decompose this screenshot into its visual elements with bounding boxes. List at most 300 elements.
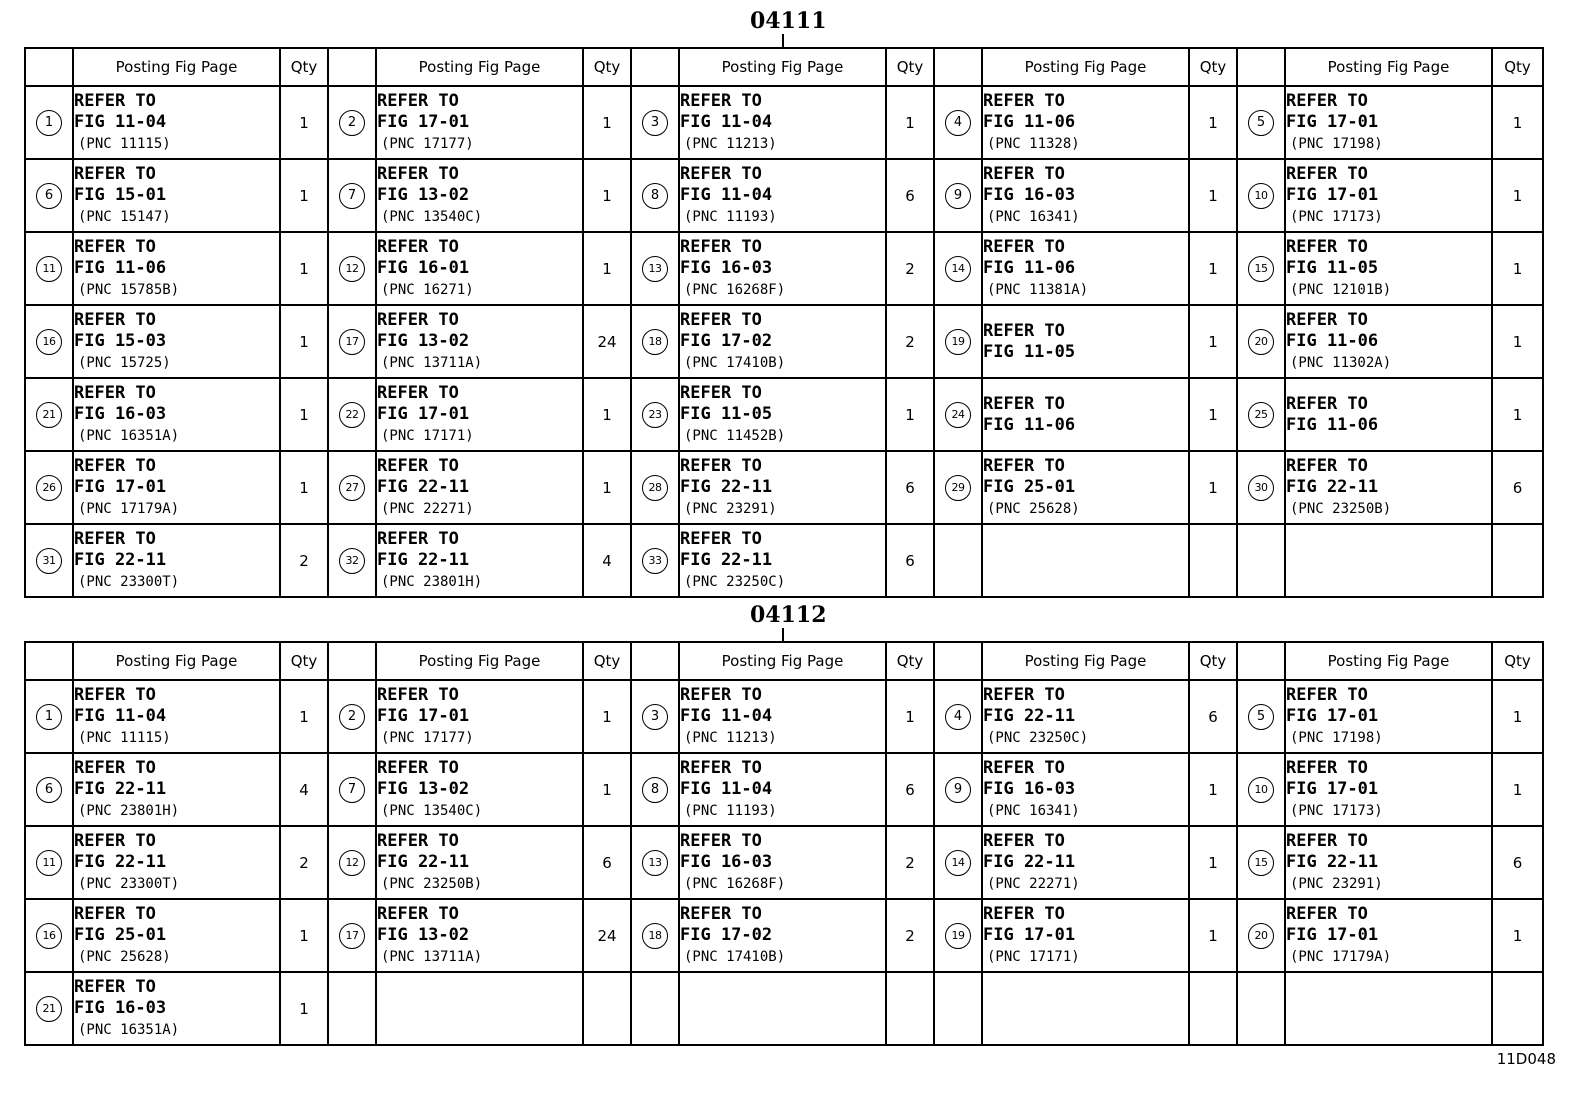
fig-reference: FIG 11-05 (1286, 257, 1379, 278)
fig-reference: FIG 11-06 (983, 257, 1076, 278)
fig-reference: FIG 11-05 (983, 341, 1076, 362)
fig-reference: FIG 25-01 (74, 924, 167, 945)
reference-cell (982, 86, 1189, 159)
reference-cell (376, 826, 583, 899)
refer-to-text: REFER TO (377, 528, 459, 549)
reference-cell (1285, 899, 1492, 972)
quantity-cell: 4 (280, 753, 328, 826)
item-number-cell (25, 826, 73, 899)
pnc-reference: (PNC 23801H) (381, 573, 483, 590)
item-number-cell (631, 826, 679, 899)
callout-number: 4 (945, 110, 971, 136)
fig-reference: FIG 16-01 (377, 257, 470, 278)
refer-to-text: REFER TO (680, 236, 762, 257)
fig-reference: FIG 22-11 (74, 778, 167, 799)
refer-to-text: REFER TO (1286, 455, 1368, 476)
callout-number: 17 (339, 329, 365, 355)
fig-reference: FIG 11-04 (680, 778, 773, 799)
header-blank (1237, 48, 1285, 86)
callout-number: 9 (945, 777, 971, 803)
table-row (25, 86, 1543, 159)
header-qty: Qty (1189, 642, 1237, 680)
fig-reference: FIG 11-06 (983, 414, 1076, 435)
callout-number: 14 (945, 256, 971, 282)
fig-reference: FIG 22-11 (377, 851, 470, 872)
pnc-reference: (PNC 23250B) (381, 875, 483, 892)
pnc-reference: (PNC 16268F) (684, 281, 786, 298)
item-number-cell (1237, 899, 1285, 972)
refer-to-text: REFER TO (377, 90, 459, 111)
section-number: 04112 (750, 602, 827, 628)
item-number-cell (934, 86, 982, 159)
item-number-cell (25, 86, 73, 159)
pnc-reference: (PNC 17410B) (684, 948, 786, 965)
refer-to-text: REFER TO (74, 309, 156, 330)
fig-reference: FIG 16-03 (680, 851, 773, 872)
fig-reference: FIG 16-03 (983, 184, 1076, 205)
refer-to-text: REFER TO (983, 903, 1065, 924)
callout-number: 14 (945, 850, 971, 876)
pnc-reference: (PNC 23291) (1290, 875, 1383, 892)
item-number-cell (934, 826, 982, 899)
item-number-cell (1237, 232, 1285, 305)
fig-reference: FIG 11-06 (74, 257, 167, 278)
quantity-cell: 1 (1492, 159, 1543, 232)
item-number-cell (328, 680, 376, 753)
fig-reference: FIG 16-03 (680, 257, 773, 278)
reference-cell (376, 378, 583, 451)
refer-to-text: REFER TO (1286, 163, 1368, 184)
section-label (24, 6, 1542, 38)
quantity-cell: 24 (583, 899, 631, 972)
item-number-cell (934, 305, 982, 378)
pnc-reference: (PNC 11328) (987, 135, 1080, 152)
reference-cell (679, 899, 886, 972)
header-blank (25, 642, 73, 680)
fig-reference: FIG 22-11 (983, 851, 1076, 872)
fig-reference: FIG 11-06 (1286, 414, 1379, 435)
table-row (25, 305, 1543, 378)
pnc-reference: (PNC 16341) (987, 802, 1080, 819)
fig-reference: FIG 22-11 (1286, 851, 1379, 872)
header-posting-fig-page: Posting Fig Page (982, 48, 1189, 86)
reference-cell (982, 451, 1189, 524)
item-number-cell (934, 378, 982, 451)
quantity-cell: 1 (1492, 753, 1543, 826)
pnc-reference: (PNC 17198) (1290, 729, 1383, 746)
quantity-cell: 1 (1492, 899, 1543, 972)
header-posting-fig-page: Posting Fig Page (679, 642, 886, 680)
callout-number: 17 (339, 923, 365, 949)
refer-to-text: REFER TO (377, 309, 459, 330)
header-posting-fig-page: Posting Fig Page (1285, 48, 1492, 86)
callout-number: 18 (642, 923, 668, 949)
refer-to-text: REFER TO (1286, 830, 1368, 851)
quantity-cell: 6 (1492, 451, 1543, 524)
header-posting-fig-page: Posting Fig Page (679, 48, 886, 86)
callout-number: 33 (642, 548, 668, 574)
header-posting-fig-page: Posting Fig Page (1285, 642, 1492, 680)
refer-to-text: REFER TO (377, 455, 459, 476)
refer-to-text: REFER TO (680, 830, 762, 851)
refer-to-text: REFER TO (74, 903, 156, 924)
callout-number: 31 (36, 548, 62, 574)
header-blank (934, 642, 982, 680)
item-number-cell (328, 232, 376, 305)
item-number-cell (25, 524, 73, 597)
quantity-cell: 4 (583, 524, 631, 597)
refer-to-text: REFER TO (377, 903, 459, 924)
reference-cell (679, 826, 886, 899)
item-number-cell (25, 305, 73, 378)
callout-number: 13 (642, 850, 668, 876)
item-number-cell (934, 899, 982, 972)
table-row (25, 159, 1543, 232)
quantity-cell: 1 (280, 378, 328, 451)
pnc-reference: (PNC 12101B) (1290, 281, 1392, 298)
header-blank (328, 642, 376, 680)
reference-cell (982, 753, 1189, 826)
fig-reference: FIG 11-06 (1286, 330, 1379, 351)
header-row (25, 48, 1543, 86)
reference-cell (679, 524, 886, 597)
refer-to-text: REFER TO (680, 382, 762, 403)
callout-number: 9 (945, 183, 971, 209)
pnc-reference: (PNC 23250C) (684, 573, 786, 590)
callout-number: 20 (1248, 329, 1274, 355)
quantity-cell: 2 (886, 305, 934, 378)
header-qty: Qty (583, 642, 631, 680)
table-row (25, 451, 1543, 524)
callout-number: 1 (36, 704, 62, 730)
quantity-cell: 1 (280, 86, 328, 159)
fig-reference: FIG 22-11 (680, 549, 773, 570)
item-number-cell (631, 524, 679, 597)
quantity-cell: 1 (583, 86, 631, 159)
refer-to-text: REFER TO (377, 684, 459, 705)
reference-cell (679, 86, 886, 159)
item-number-cell (934, 680, 982, 753)
fig-reference: FIG 11-04 (74, 705, 167, 726)
reference-cell (679, 378, 886, 451)
refer-to-text: REFER TO (377, 163, 459, 184)
header-qty: Qty (280, 48, 328, 86)
item-number-cell (631, 451, 679, 524)
leader-line (782, 34, 784, 47)
header-qty: Qty (1492, 642, 1543, 680)
header-qty: Qty (1189, 48, 1237, 86)
callout-number: 18 (642, 329, 668, 355)
item-number-cell (25, 972, 73, 1045)
header-blank (934, 48, 982, 86)
fig-reference: FIG 22-11 (680, 476, 773, 497)
quantity-cell: 2 (886, 826, 934, 899)
reference-cell (376, 451, 583, 524)
pnc-reference: (PNC 23250B) (1290, 500, 1392, 517)
quantity-cell: 1 (280, 899, 328, 972)
quantity-cell: 1 (583, 451, 631, 524)
pnc-reference: (PNC 11193) (684, 208, 777, 225)
pnc-reference: (PNC 17171) (987, 948, 1080, 965)
reference-cell (73, 524, 280, 597)
item-number-cell (1237, 972, 1285, 1045)
reference-cell (1285, 232, 1492, 305)
reference-cell (1285, 305, 1492, 378)
quantity-cell: 1 (1189, 451, 1237, 524)
figure-code: 11D048 (1496, 1050, 1556, 1068)
quantity-cell: 1 (886, 378, 934, 451)
item-number-cell (1237, 378, 1285, 451)
refer-to-text: REFER TO (1286, 90, 1368, 111)
item-number-cell (328, 378, 376, 451)
reference-cell (73, 753, 280, 826)
pnc-reference: (PNC 25628) (987, 500, 1080, 517)
item-number-cell (328, 159, 376, 232)
refer-to-text: REFER TO (74, 382, 156, 403)
callout-number: 8 (642, 777, 668, 803)
reference-cell (1285, 524, 1492, 597)
pnc-reference: (PNC 23250C) (987, 729, 1089, 746)
reference-cell (982, 524, 1189, 597)
pnc-reference: (PNC 17171) (381, 427, 474, 444)
callout-number: 10 (1248, 183, 1274, 209)
pnc-reference: (PNC 16271) (381, 281, 474, 298)
item-number-cell (328, 899, 376, 972)
quantity-cell: 1 (583, 753, 631, 826)
callout-number: 7 (339, 183, 365, 209)
callout-number: 3 (642, 704, 668, 730)
reference-cell (376, 680, 583, 753)
reference-cell (73, 86, 280, 159)
refer-to-text: REFER TO (377, 382, 459, 403)
item-number-cell (1237, 451, 1285, 524)
quantity-cell: 1 (1189, 378, 1237, 451)
reference-cell (1285, 451, 1492, 524)
callout-number: 11 (36, 256, 62, 282)
header-blank (25, 48, 73, 86)
quantity-cell: 1 (1492, 86, 1543, 159)
pnc-reference: (PNC 23300T) (78, 875, 180, 892)
quantity-cell: 1 (1189, 899, 1237, 972)
header-posting-fig-page: Posting Fig Page (73, 48, 280, 86)
quantity-cell: 1 (1189, 753, 1237, 826)
item-number-cell (328, 86, 376, 159)
callout-number: 8 (642, 183, 668, 209)
refer-to-text: REFER TO (680, 903, 762, 924)
reference-cell (73, 305, 280, 378)
table-row (25, 232, 1543, 305)
quantity-cell: 1 (280, 972, 328, 1045)
reference-cell (376, 159, 583, 232)
pnc-reference: (PNC 22271) (987, 875, 1080, 892)
callout-number: 15 (1248, 850, 1274, 876)
callout-number: 29 (945, 475, 971, 501)
reference-cell (1285, 680, 1492, 753)
header-qty: Qty (583, 48, 631, 86)
refer-to-text: REFER TO (74, 455, 156, 476)
header-blank (328, 48, 376, 86)
item-number-cell (631, 680, 679, 753)
refer-to-text: REFER TO (74, 163, 156, 184)
quantity-cell: 6 (886, 451, 934, 524)
quantity-cell: 2 (886, 232, 934, 305)
callout-number: 5 (1248, 704, 1274, 730)
item-number-cell (25, 159, 73, 232)
item-number-cell (934, 972, 982, 1045)
quantity-cell: 1 (886, 680, 934, 753)
pnc-reference: (PNC 15725) (78, 354, 171, 371)
item-number-cell (25, 451, 73, 524)
quantity-cell: 24 (583, 305, 631, 378)
refer-to-text: REFER TO (377, 757, 459, 778)
reference-cell (982, 899, 1189, 972)
quantity-cell (583, 972, 631, 1045)
pnc-reference: (PNC 11302A) (1290, 354, 1392, 371)
header-posting-fig-page: Posting Fig Page (376, 642, 583, 680)
pnc-reference: (PNC 11381A) (987, 281, 1089, 298)
fig-reference: FIG 17-01 (1286, 111, 1379, 132)
callout-number: 25 (1248, 402, 1274, 428)
item-number-cell (934, 451, 982, 524)
refer-to-text: REFER TO (983, 455, 1065, 476)
refer-to-text: REFER TO (1286, 393, 1368, 414)
refer-to-text: REFER TO (680, 163, 762, 184)
item-number-cell (934, 232, 982, 305)
item-number-cell (631, 378, 679, 451)
refer-to-text: REFER TO (983, 393, 1065, 414)
item-number-cell (934, 524, 982, 597)
refer-to-text: REFER TO (74, 684, 156, 705)
reference-cell (73, 159, 280, 232)
callout-number: 23 (642, 402, 668, 428)
quantity-cell: 1 (1492, 232, 1543, 305)
pnc-reference: (PNC 11213) (684, 729, 777, 746)
fig-reference: FIG 17-01 (377, 403, 470, 424)
quantity-cell: 1 (280, 451, 328, 524)
refer-to-text: REFER TO (983, 830, 1065, 851)
quantity-cell: 6 (886, 524, 934, 597)
callout-number: 15 (1248, 256, 1274, 282)
pnc-reference: (PNC 16268F) (684, 875, 786, 892)
parts-table (24, 47, 1544, 598)
reference-cell (73, 899, 280, 972)
callout-number: 28 (642, 475, 668, 501)
fig-reference: FIG 22-11 (1286, 476, 1379, 497)
pnc-reference: (PNC 13711A) (381, 948, 483, 965)
refer-to-text: REFER TO (680, 455, 762, 476)
quantity-cell: 6 (886, 159, 934, 232)
fig-reference: FIG 17-01 (1286, 705, 1379, 726)
leader-line (782, 628, 784, 641)
item-number-cell (328, 451, 376, 524)
callout-number: 16 (36, 923, 62, 949)
quantity-cell: 1 (583, 232, 631, 305)
refer-to-text: REFER TO (74, 830, 156, 851)
table-row (25, 826, 1543, 899)
pnc-reference: (PNC 13711A) (381, 354, 483, 371)
pnc-reference: (PNC 23291) (684, 500, 777, 517)
pnc-reference: (PNC 11115) (78, 729, 171, 746)
fig-reference: FIG 11-04 (74, 111, 167, 132)
header-blank (631, 48, 679, 86)
reference-cell (376, 753, 583, 826)
header-posting-fig-page: Posting Fig Page (982, 642, 1189, 680)
callout-number: 2 (339, 110, 365, 136)
reference-cell (1285, 972, 1492, 1045)
table-row (25, 899, 1543, 972)
refer-to-text: REFER TO (983, 757, 1065, 778)
callout-number: 1 (36, 110, 62, 136)
quantity-cell: 1 (280, 159, 328, 232)
fig-reference: FIG 11-04 (680, 705, 773, 726)
reference-cell (73, 680, 280, 753)
quantity-cell (1189, 972, 1237, 1045)
item-number-cell (631, 159, 679, 232)
fig-reference: FIG 17-01 (1286, 924, 1379, 945)
quantity-cell (886, 972, 934, 1045)
reference-cell (679, 305, 886, 378)
callout-number: 21 (36, 402, 62, 428)
fig-reference: FIG 17-01 (377, 111, 470, 132)
table-row (25, 753, 1543, 826)
item-number-cell (1237, 826, 1285, 899)
quantity-cell: 1 (1189, 86, 1237, 159)
callout-number: 32 (339, 548, 365, 574)
fig-reference: FIG 11-05 (680, 403, 773, 424)
pnc-reference: (PNC 22271) (381, 500, 474, 517)
reference-cell (679, 232, 886, 305)
refer-to-text: REFER TO (983, 90, 1065, 111)
quantity-cell: 1 (1189, 159, 1237, 232)
reference-cell (679, 972, 886, 1045)
header-row (25, 642, 1543, 680)
quantity-cell: 1 (583, 378, 631, 451)
item-number-cell (631, 899, 679, 972)
pnc-reference: (PNC 17177) (381, 135, 474, 152)
quantity-cell: 6 (583, 826, 631, 899)
header-blank (1237, 642, 1285, 680)
fig-reference: FIG 25-01 (983, 476, 1076, 497)
callout-number: 11 (36, 850, 62, 876)
reference-cell (73, 451, 280, 524)
section-label (24, 600, 1542, 632)
reference-cell (376, 524, 583, 597)
fig-reference: FIG 13-02 (377, 778, 470, 799)
item-number-cell (631, 86, 679, 159)
refer-to-text: REFER TO (983, 236, 1065, 257)
item-number-cell (328, 826, 376, 899)
pnc-reference: (PNC 11213) (684, 135, 777, 152)
item-number-cell (1237, 753, 1285, 826)
reference-cell (376, 232, 583, 305)
callout-number: 27 (339, 475, 365, 501)
refer-to-text: REFER TO (74, 90, 156, 111)
pnc-reference: (PNC 15147) (78, 208, 171, 225)
reference-cell (376, 86, 583, 159)
reference-cell (982, 305, 1189, 378)
fig-reference: FIG 16-03 (74, 997, 167, 1018)
pnc-reference: (PNC 17173) (1290, 208, 1383, 225)
quantity-cell (1492, 524, 1543, 597)
fig-reference: FIG 17-01 (983, 924, 1076, 945)
fig-reference: FIG 11-04 (680, 184, 773, 205)
item-number-cell (25, 232, 73, 305)
item-number-cell (328, 305, 376, 378)
refer-to-text: REFER TO (680, 309, 762, 330)
item-number-cell (328, 524, 376, 597)
pnc-reference: (PNC 17179A) (1290, 948, 1392, 965)
pnc-reference: (PNC 17410B) (684, 354, 786, 371)
